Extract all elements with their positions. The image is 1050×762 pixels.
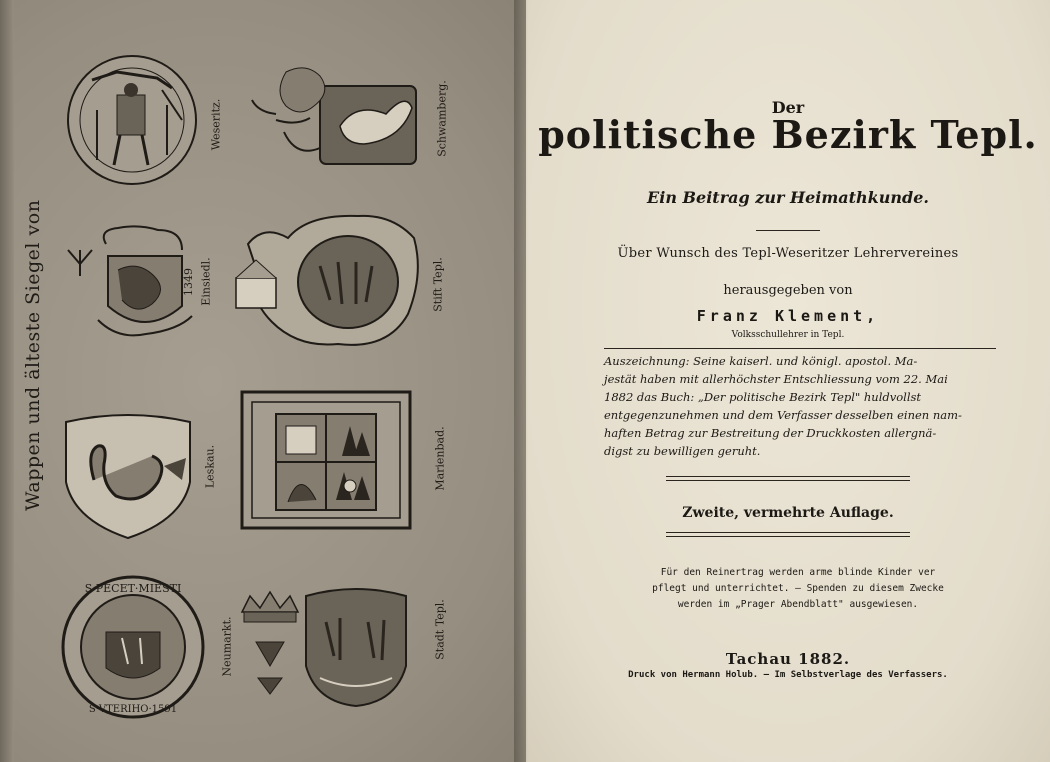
divider-top xyxy=(604,348,996,349)
crest-label-leskau: Leskau. xyxy=(203,444,217,489)
distinction-line: jestät haben mit allerhöchster Entschliessung vom 22. Mai xyxy=(604,372,948,386)
distinction-line: Auszeichnung: Seine kaiserl. und königl. apostol. Ma- xyxy=(604,354,918,368)
proceeds-line: werden im „Prager Abendblatt" ausgewiesen. xyxy=(677,599,919,610)
neumarkt-seal-icon xyxy=(58,572,208,722)
weseritz-seal-icon xyxy=(62,50,202,190)
distinction-line: digst zu bewilligen geruht. xyxy=(604,444,761,458)
proceeds-line: pflegt und unterrichtet. — Spenden zu diesem Zwecke xyxy=(652,583,944,594)
svg-text:S·PECET·MIESTI: S·PECET·MIESTI xyxy=(84,582,182,595)
proceeds-line: Für den Reinertrag werden arme blinde Kinder ver xyxy=(660,567,936,578)
stift-tepl-crest-icon xyxy=(228,204,428,354)
page-fold-shadow xyxy=(0,0,14,762)
crest-label-stift-tepl: Stift Tepl. xyxy=(431,257,445,312)
stadt-tepl-crest-icon xyxy=(236,582,416,712)
printer-line: Druck von Hermann Holub. — Im Selbstverlage des Verfassers. xyxy=(628,670,948,680)
divider-double-1 xyxy=(666,476,910,477)
crest-label-schwamberg: Schwamberg. xyxy=(435,80,449,157)
distinction-line: haften Betrag zur Bestreitung der Druckkosten allergnä- xyxy=(604,426,937,440)
proceeds-note xyxy=(606,565,990,613)
divider-double-4 xyxy=(666,536,910,537)
distinction-line: 1882 das Buch: „Der politische Bezirk Tepl" huldvollst xyxy=(604,390,922,404)
crest-label-einsiedl: Einsiedl. xyxy=(199,257,213,306)
crest-label-neumarkt: Neumarkt. xyxy=(220,616,234,677)
author-name: Franz Klement, xyxy=(696,307,880,325)
einsiedl-crest-icon xyxy=(58,220,218,350)
crest-label-marienbad: Marienbad. xyxy=(433,426,447,491)
divider-double-2 xyxy=(666,480,910,481)
editor-intro: herausgegeben von xyxy=(723,283,853,298)
title-article: Der xyxy=(771,98,805,117)
right-page-title xyxy=(526,0,1050,762)
svg-text:S·VTERIHO·1591: S·VTERIHO·1591 xyxy=(88,704,178,715)
commission-line: Über Wunsch des Tepl-Weseritzer Lehrervereines xyxy=(617,246,959,261)
schwamberg-crest-icon xyxy=(236,62,426,174)
edition-note: Zweite, vermehrte Auflage. xyxy=(682,505,894,521)
distinction-line: entgegenzunehmen und dem Verfasser desselben einen nam- xyxy=(604,408,962,422)
crest-label-stadt-tepl: Stadt Tepl. xyxy=(433,599,447,660)
place-year: Tachau 1882. xyxy=(725,650,851,668)
divider-short xyxy=(756,230,820,231)
book-title: politische Bezirk Tepl. xyxy=(538,112,1038,157)
gutter-shadow xyxy=(514,0,538,762)
distinction-paragraph xyxy=(604,352,996,460)
divider-double-3 xyxy=(666,532,910,533)
marienbad-crest-icon xyxy=(232,382,420,538)
svg-text:1349: 1349 xyxy=(182,268,195,296)
plate-title: Wappen und älteste Siegel von xyxy=(22,199,44,511)
author-role: Volksschullehrer in Tepl. xyxy=(731,330,845,340)
leskau-crest-icon xyxy=(58,412,198,542)
book-subtitle: Ein Beitrag zur Heimathkunde. xyxy=(647,188,929,207)
crest-label-weseritz: Weseritz. xyxy=(209,98,223,151)
